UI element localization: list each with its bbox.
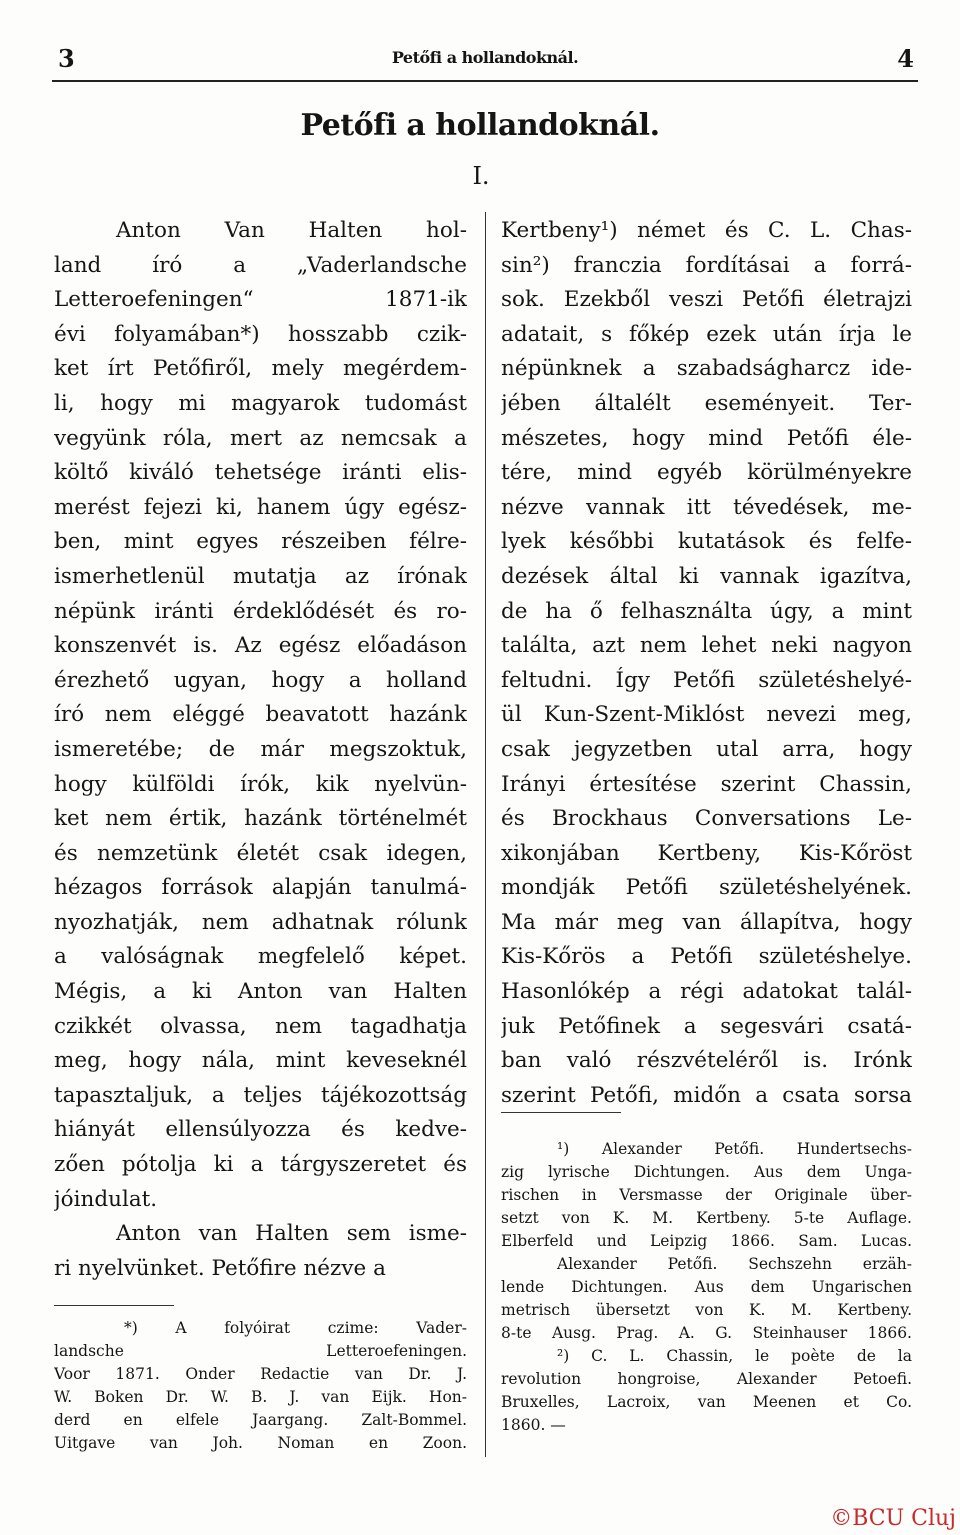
- text-line: land író a „Vaderlandsche: [54, 252, 467, 278]
- text-line: Anton Van Halten hol-: [116, 218, 467, 243]
- text-line: li, hogy mi magyarok tudomást: [54, 390, 467, 416]
- text-line: sok. Ezekből veszi Petőfi életrajzi: [501, 287, 912, 313]
- text-line: sin²) franczia fordításai a forrá-: [501, 252, 912, 278]
- footnote-line: rischen in Versmasse der Originale über-: [501, 1186, 912, 1204]
- text-line: mondják Petőfi születéshelyének.: [501, 875, 912, 901]
- text-line: feltudni. Így Petőfi születéshelyé-: [501, 667, 912, 693]
- text-line: mészetes, hogy mind Petőfi éle-: [501, 425, 912, 451]
- text-line: ket írt Petőfiről, mely megérdem-: [54, 356, 467, 382]
- library-watermark: ©BCU Cluj: [830, 1506, 956, 1531]
- text-line: csak jegyzetben utal arra, hogy: [501, 736, 912, 762]
- footnote-line: metrisch übersetzt von K. M. Kertbeny.: [501, 1301, 912, 1319]
- text-line: xikonjában Kertbeny, Kis-Kőröst: [501, 840, 912, 866]
- text-line: Kis-Kőrös a Petőfi születéshelye.: [501, 944, 912, 970]
- text-line: Kertbeny¹) német és C. L. Chas-: [501, 218, 912, 243]
- page-header: [52, 44, 918, 76]
- footnote-line: Voor 1871. Onder Redactie van Dr. J.: [54, 1365, 467, 1383]
- footnote-line: ¹) Alexander Petőfi. Hundertsechs-: [557, 1140, 912, 1158]
- text-line: ül Kun-Szent-Miklóst nevezi meg,: [501, 702, 912, 728]
- text-line: lyek későbbi kutatások és felfe-: [501, 529, 912, 555]
- text-line: ban való részvételéről is. Irónk: [501, 1048, 912, 1074]
- text-line: író nem eléggé beavatott hazánk: [54, 702, 467, 728]
- text-line: költő kiváló tehetsége iránti elis-: [54, 460, 467, 486]
- text-line: hézagos források alapján tanulmá-: [54, 875, 467, 901]
- text-line: adatait, s főkép ezek után írja le: [501, 321, 912, 347]
- text-line: Hasonlókép a régi adatokat talál-: [501, 979, 912, 1005]
- text-line: vegyünk róla, mert az nemcsak a: [54, 425, 467, 451]
- section-number: I.: [472, 162, 490, 190]
- footnote-line: 1860. —: [501, 1416, 566, 1434]
- column-divider: [485, 212, 486, 1457]
- text-line: nézve vannak itt tévedések, me-: [501, 494, 912, 520]
- page-number-right: 4: [897, 44, 914, 73]
- footnote-line: Elberfeld und Leipzig 1866. Sam. Lucas.: [501, 1232, 912, 1250]
- text-line: és nemzetünk életét csak idegen,: [54, 840, 467, 866]
- text-line: konszenvét is. Az egész előadáson: [54, 633, 467, 659]
- text-line: merést fejezi ki, hanem úgy egész-: [54, 494, 467, 520]
- header-rule: [52, 80, 918, 82]
- right-column: [501, 214, 912, 1113]
- text-line: dezések által ki vannak igazítva,: [501, 563, 912, 589]
- footnote-line: landsche Letteroefeningen.: [54, 1342, 467, 1360]
- footnote-line: Bruxelles, Lacroix, van Meenen et Co.: [501, 1393, 912, 1411]
- text-line: tére, mind egyéb körülményekre: [501, 460, 912, 486]
- text-line: népünk iránti érdeklődését és ro-: [54, 598, 467, 624]
- footnote-line: Alexander Petőfi. Sechszehn erzäh-: [557, 1255, 912, 1273]
- text-line: érezhető ugyan, hogy a holland: [54, 667, 467, 693]
- footnote-line: Uitgave van Joh. Noman en Zoon.: [54, 1434, 467, 1452]
- footnote-rule-right: [501, 1112, 621, 1113]
- text-line: ri nyelvünket. Petőfire nézve a: [54, 1255, 386, 1281]
- footnote-line: setzt von K. M. Kertbeny. 5-te Auflage.: [501, 1209, 912, 1227]
- text-line: és Brockhaus Conversations Le-: [501, 806, 912, 832]
- text-line: tapasztaljuk, a teljes tájékozottság: [54, 1082, 467, 1108]
- footnote-line: 8-te Ausg. Prag. A. G. Steinhauser 1866.: [501, 1324, 912, 1342]
- text-line: zően pótolja ki a tárgyszeretet és: [54, 1152, 467, 1178]
- text-line: Mégis, a ki Anton van Halten: [54, 979, 467, 1005]
- text-line: juk Petőfinek a segesvári csatá-: [501, 1013, 912, 1039]
- text-line: hiányát ellensúlyozza és kedve-: [54, 1117, 467, 1143]
- text-line: népünknek a szabadságharcz ide-: [501, 356, 912, 382]
- footnote-rule-left: [54, 1305, 174, 1306]
- text-line: Irányi értesítése szerint Chassin,: [501, 771, 912, 797]
- footnote-line: revolution hongroise, Alexander Petoefi.: [501, 1370, 912, 1388]
- text-line: nyozhatják, nem adhatnak rólunk: [54, 909, 467, 935]
- footnote-line: W. Boken Dr. W. B. J. van Eijk. Hon-: [54, 1388, 467, 1406]
- footnote-line: ²) C. L. Chassin, le poète de la: [557, 1347, 912, 1365]
- footnote-line: derd en elfele Jaargang. Zalt-Bommel.: [54, 1411, 467, 1429]
- text-line: de ha ő felhasználta úgy, a mint: [501, 598, 912, 624]
- footnote-line: lende Dichtungen. Aus dem Ungarischen: [501, 1278, 912, 1296]
- footnotes-left: [54, 1317, 467, 1455]
- text-line: meg, hogy nála, mint keveseknél: [54, 1048, 467, 1074]
- text-line: találta, azt nem lehet neki nagyon: [501, 633, 912, 659]
- footnotes-right: [501, 1138, 912, 1437]
- text-line: hogy külföldi írók, kik nyelvün-: [54, 771, 467, 797]
- running-title: Petőfi a hollandoknál.: [391, 48, 579, 67]
- text-line: a valóságnak megfelelő képet.: [54, 944, 467, 970]
- text-line: Anton van Halten sem isme-: [116, 1221, 467, 1247]
- left-column: [54, 214, 467, 1286]
- footnote-line: zig lyrische Dichtungen. Aus dem Unga-: [501, 1163, 912, 1181]
- footnote-line: *) A folyóirat czime: Vader-: [124, 1319, 467, 1337]
- text-line: jóindulat.: [54, 1186, 158, 1212]
- text-line: ben, mint egyes részeiben félre-: [54, 529, 467, 555]
- text-line: jében általélt eseményeit. Ter-: [501, 390, 912, 416]
- text-line: Ma már meg van állapítva, hogy: [501, 909, 912, 935]
- text-line: évi folyamában*) hosszabb czik-: [54, 321, 467, 347]
- text-line: ket nem értik, hazánk történelmét: [54, 806, 467, 832]
- text-line: ismerhetlenül mutatja az írónak: [54, 563, 467, 589]
- text-line: szerint Petőfi, midőn a csata sorsa: [501, 1082, 912, 1108]
- text-line: czikkét olvassa, nem tagadhatja: [54, 1013, 467, 1039]
- page-number-left: 3: [58, 44, 75, 73]
- text-line: ismeretébe; de már megszoktuk,: [54, 736, 467, 762]
- article-title: Petőfi a hollandoknál.: [300, 108, 660, 143]
- text-line: Letteroefeningen“ 1871-ik: [54, 287, 467, 313]
